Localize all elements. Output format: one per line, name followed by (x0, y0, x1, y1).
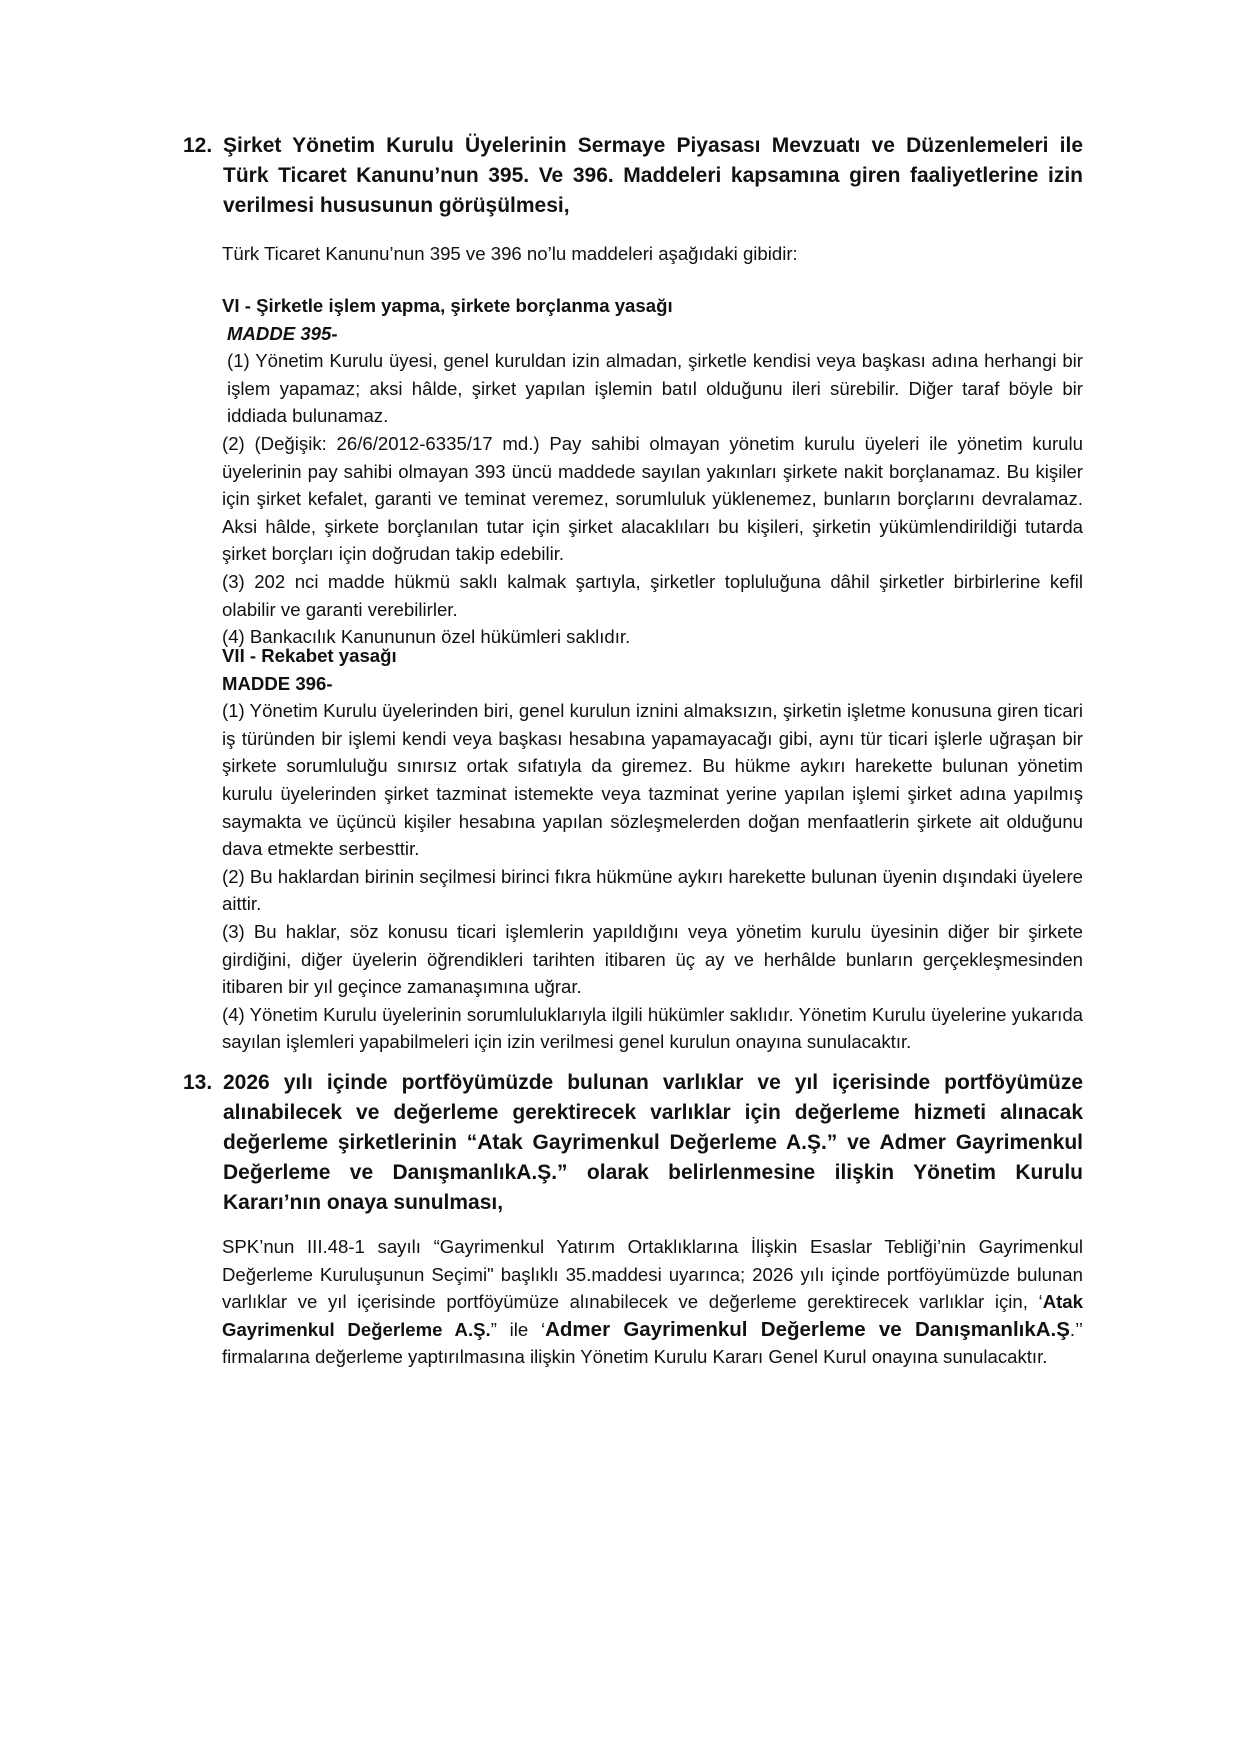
item-13-body-part-3: .’’ firmalarına değerleme yaptırılmasına ilişkin Yönetim Kurulu Kararı Genel Kurul onayına sunulacaktır. (222, 1318, 1083, 1368)
madde-396-title: MADDE 396- (222, 672, 333, 694)
item-13-body-part-2: ” ile ‘ (490, 1318, 546, 1340)
madde-396-paragraph-2: (2) Bu haklardan birinin seçilmesi birinci fıkra hükmüne aykırı harekette bulunan üyenin dışındaki üyelere aittir. (222, 865, 1083, 915)
section-vii-title: VII - Rekabet yasağı (222, 645, 397, 666)
item-12-intro (222, 240, 1083, 268)
item-13-body-paragraph (222, 1233, 1083, 1371)
item-13-body-part-1: SPK’nun III.48-1 sayılı “Gayrimenkul Yatırım Ortaklıklarına İlişkin Esaslar Tebliği’nin Gayrimenkul Değerleme Kuruluşunun Seçimi" başlıklı 35.maddesi uyarınca; 2026 yılı içinde portföyümüzde bulunan varlıklar ve yıl içerisinde portföyümüze alınabilecek ve değerleme gerektirecek varlıklar için, ‘ (222, 1236, 1083, 1313)
atak-company-name: Atak Gayrimenkul Değerleme A.Ş. (222, 1291, 1083, 1340)
item-12-intro-text: Türk Ticaret Kanunu’nun 395 ve 396 no’lu maddeleri aşağıdaki gibidir: (222, 243, 798, 264)
madde-395-paragraph-3: (3) 202 nci madde hükmü saklı kalmak şartıyla, şirketler topluluğuna dâhil şirketler birbirlerine kefil olabilir ve garanti verebilirler. (222, 570, 1083, 620)
item-13-number: 13. (183, 1071, 213, 1094)
madde-396-paragraph-4: (4) Yönetim Kurulu üyelerinin sorumluluklarıyla ilgili hükümler saklıdır. Yönetim Kurulu üyelerine yukarıda sayılan işlemleri yapabilmeleri için izin verilmesi genel kurulun onayına sunulacaktır. (222, 1003, 1083, 1053)
madde-395-block (222, 292, 1083, 651)
madde-395-paragraph-2: (2) (Değişik: 26/6/2012-6335/17 md.) Pay sahibi olmayan yönetim kurulu üyeleri ile yönetim kurulu üyelerinin pay sahibi olmayan 393 üncü maddede sayılan yakınları şirkete nakit borçlanamaz. Bu kişiler için şirket kefalet, garanti ve teminat veremez, sorumluluk yüklenemez, bunların borçlarını devralamaz. Aksi hâlde, şirkete borçlanılan tutar için şirket alacaklıları bu kişileri, şirketin yükümlendirildiği tutarda şirket borçları için doğrudan takip edebilir. (222, 432, 1083, 565)
item-13-body (222, 1233, 1083, 1371)
madde-395-paragraph-4: (4) Bankacılık Kanununun özel hükümleri saklıdır. (222, 626, 631, 648)
item-12-number: 12. (183, 134, 213, 157)
madde-395-paragraph-1: (1) Yönetim Kurulu üyesi, genel kuruldan izin almadan, şirketle kendisi veya başkası adına herhangi bir işlem yapamaz; aksi hâlde, şirket yapılan işlemin batıl olduğunu ileri sürebilir. Diğer taraf böyle bir iddiada bulunamaz. (227, 350, 1083, 427)
madde-396-paragraph-3: (3) Bu haklar, söz konusu ticari işlemlerin yapıldığını veya yönetim kurulu üyesinin diğer bir şirkete girdiğini, diğer üyelerin öğrendikleri tarihten itibaren üç ay ve herhâlde bunların gerçekleşmesinden itibaren bir yıl geçince zamanaşımına uğrar. (222, 920, 1083, 998)
madde-396-paragraph-1: (1) Yönetim Kurulu üyelerinden biri, genel kurulun iznini almaksızın, şirketin işletme konusuna giren ticari iş türünden bir işlemi kendi veya başkası hesabına yapamayacağı gibi, aynı tür ticari işlerle uğraşan bir şirkete sorumluluğu sınırsız ortak sıfatıyla da giremez. Bu hükme aykırı harekette bulunan yönetim kurulu üyelerinden şirket tazminat istemekte veya tazminat yerine yapılan işlemi şirket adına yapılmış saymakta ve üçüncü kişiler hesabına yapılan sözleşmelerden doğan menfaatlerin şirkete ait olduğunu dava etmekte serbesttir. (222, 700, 1083, 860)
item-13-heading-text: 2026 yılı içinde portföyümüzde bulunan varlıklar ve yıl içerisinde portföyümüze alınabilecek ve değerleme gerektirecek varlıklar için değerleme hizmeti alınacak değerleme şirketlerinin “Atak Gayrimenkul Değerleme A.Ş.” ve Admer Gayrimenkul Değerleme ve DanışmanlıkA.Ş.” olarak belirlenmesine ilişkin Yönetim Kurulu Kararı’nın onaya sunulması, (223, 1071, 1083, 1214)
admer-company-name: Admer Gayrimenkul Değerleme ve DanışmanlıkA.Ş (545, 1317, 1070, 1341)
madde-396-block (222, 642, 1083, 1056)
item-12-heading-text: Şirket Yönetim Kurulu Üyelerinin Sermaye Piyasası Mevzuatı ve Düzenlemeleri ile Türk Ticaret Kanunu’nun 395. Ve 396. Maddeleri kapsamına giren faaliyetlerine izin verilmesi hususunun görüşülmesi, (223, 134, 1083, 217)
item-12-heading (183, 131, 1083, 221)
madde-395-title: MADDE 395- (227, 322, 338, 344)
item-13-heading (183, 1068, 1083, 1218)
section-vi-title: VI - Şirketle işlem yapma, şirkete borçlanma yasağı (222, 295, 673, 316)
